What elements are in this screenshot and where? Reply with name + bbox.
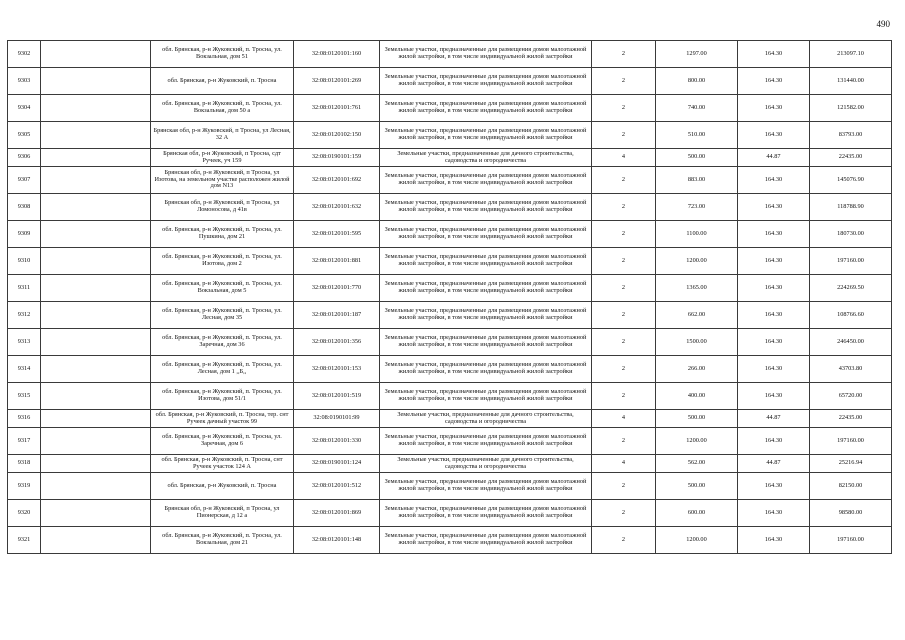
cell-cadastral-value: 22435.00 [810,149,892,167]
cell-land-purpose: Земельные участки, предназначенные для размещения домов малоэтажной жилой застройки, в том числе индивидуальной жилой застройки [380,356,592,383]
cell-land-purpose: Земельные участки, предназначенные для размещения домов малоэтажной жилой застройки, в том числе индивидуальной жилой застройки [380,248,592,275]
cell-rate: 164.30 [738,95,810,122]
cell-area: 500.00 [656,473,738,500]
cell-cadastral-value: 180730.00 [810,221,892,248]
cell-rate: 164.30 [738,122,810,149]
cell-blank [41,149,151,167]
cell-group: 2 [592,95,656,122]
cell-cadastral-number: 32:08:0190101:159 [294,149,380,167]
cell-blank [41,410,151,428]
cell-number: 9309 [8,221,41,248]
cell-cadastral-number: 32:08:0120101:869 [294,500,380,527]
cell-area: 800.00 [656,68,738,95]
cell-group: 2 [592,194,656,221]
cell-address: обл. Брянская, р-н Жуковский, п. Тросна, ул. Заречная, дом 36 [151,329,294,356]
cell-rate: 164.30 [738,500,810,527]
cell-number: 9316 [8,410,41,428]
cell-land-purpose: Земельные участки, предназначенные для размещения домов малоэтажной жилой застройки, в том числе индивидуальной жилой застройки [380,302,592,329]
cell-cadastral-number: 32:08:0120101:512 [294,473,380,500]
cell-cadastral-value: 82150.00 [810,473,892,500]
cell-cadastral-number: 32:08:0120101:187 [294,302,380,329]
cell-group: 2 [592,383,656,410]
cell-address: обл. Брянская, р-н Жуковский, п. Тросна, тер. снт Ручеек дачный участок 99 [151,410,294,428]
cell-area: 1100.00 [656,221,738,248]
cell-number: 9306 [8,149,41,167]
cell-cadastral-number: 32:08:0120101:595 [294,221,380,248]
cell-area: 562.00 [656,455,738,473]
cell-rate: 164.30 [738,41,810,68]
cell-address: Брянская обл, р-н Жуковский, п Тросна, сдт Ручеек, уч 159 [151,149,294,167]
cell-land-purpose: Земельные участки, предназначенные для размещения домов малоэтажной жилой застройки, в том числе индивидуальной жилой застройки [380,167,592,194]
cell-number: 9307 [8,167,41,194]
cell-group: 2 [592,527,656,554]
cell-land-purpose: Земельные участки, предназначенные для размещения домов малоэтажной жилой застройки, в том числе индивидуальной жилой застройки [380,428,592,455]
cell-land-purpose: Земельные участки, предназначенные для дачного строительства, садоводства и огородничества [380,149,592,167]
cell-number: 9317 [8,428,41,455]
cell-number: 9321 [8,527,41,554]
cell-land-purpose: Земельные участки, предназначенные для размещения домов малоэтажной жилой застройки, в том числе индивидуальной жилой застройки [380,383,592,410]
cell-address: обл. Брянская, р-н Жуковский, п. Тросна, ул. Вокзальная, дом 5 [151,275,294,302]
cell-blank [41,329,151,356]
cell-land-purpose: Земельные участки, предназначенные для размещения домов малоэтажной жилой застройки, в том числе индивидуальной жилой застройки [380,329,592,356]
table-body [8,41,892,554]
cell-address: Брянская обл, р-н Жуковский, п Тросна, ул Изотова, на земельном участке расположен жилой дом N13 [151,167,294,194]
cell-blank [41,500,151,527]
cell-group: 4 [592,455,656,473]
cell-cadastral-value: 131440.00 [810,68,892,95]
cell-group: 2 [592,248,656,275]
cell-number: 9315 [8,383,41,410]
cell-blank [41,455,151,473]
cell-rate: 164.30 [738,473,810,500]
cell-address: обл. Брянская, р-н Жуковский, п. Тросна, ул. Заречная, дом 6 [151,428,294,455]
cell-land-purpose: Земельные участки, предназначенные для размещения домов малоэтажной жилой застройки, в том числе индивидуальной жилой застройки [380,41,592,68]
table-row [8,455,892,473]
cell-cadastral-value: 246450.00 [810,329,892,356]
cell-group: 4 [592,410,656,428]
cell-rate: 164.30 [738,167,810,194]
cell-cadastral-number: 32:08:0120101:519 [294,383,380,410]
cell-number: 9310 [8,248,41,275]
cell-area: 1200.00 [656,527,738,554]
cell-cadastral-value: 121582.00 [810,95,892,122]
cell-cadastral-value: 197160.00 [810,248,892,275]
cell-blank [41,95,151,122]
cell-blank [41,275,151,302]
cell-cadastral-value: 224269.50 [810,275,892,302]
cell-area: 500.00 [656,149,738,167]
cell-rate: 44.87 [738,410,810,428]
table-row [8,410,892,428]
cell-address: обл. Брянская, р-н Жуковский, п. Тросна, ул. Вокзальная, дом 51 [151,41,294,68]
cell-rate: 164.30 [738,356,810,383]
cell-address: обл. Брянская, р-н Жуковский, п. Тросна [151,68,294,95]
cell-cadastral-number: 32:08:0120101:269 [294,68,380,95]
cell-group: 2 [592,302,656,329]
cell-land-purpose: Земельные участки, предназначенные для дачного строительства, садоводства и огородничества [380,455,592,473]
cell-rate: 44.87 [738,455,810,473]
table-row [8,527,892,554]
cell-area: 1365.00 [656,275,738,302]
cell-cadastral-number: 32:08:0120101:632 [294,194,380,221]
cell-cadastral-number: 32:08:0120101:160 [294,41,380,68]
table-row [8,383,892,410]
cell-land-purpose: Земельные участки, предназначенные для размещения домов малоэтажной жилой застройки, в том числе индивидуальной жилой застройки [380,122,592,149]
table-row [8,167,892,194]
cell-rate: 164.30 [738,248,810,275]
cell-number: 9312 [8,302,41,329]
cell-group: 2 [592,221,656,248]
table-row [8,194,892,221]
cell-group: 2 [592,356,656,383]
cell-cadastral-number: 32:08:0190101:99 [294,410,380,428]
table-row [8,248,892,275]
cell-rate: 164.30 [738,221,810,248]
cell-rate: 164.30 [738,329,810,356]
cell-area: 740.00 [656,95,738,122]
cell-number: 9308 [8,194,41,221]
table-row [8,149,892,167]
cell-blank [41,383,151,410]
cell-cadastral-value: 98580.00 [810,500,892,527]
cell-cadastral-value: 145076.90 [810,167,892,194]
cell-number: 9304 [8,95,41,122]
cell-group: 2 [592,500,656,527]
cell-address: обл. Брянская, р-н Жуковский, п. Тросна, ул. Изотова, дом 51/1 [151,383,294,410]
cell-number: 9305 [8,122,41,149]
cell-cadastral-value: 197160.00 [810,428,892,455]
cell-group: 2 [592,329,656,356]
cell-group: 2 [592,167,656,194]
cell-land-purpose: Земельные участки, предназначенные для размещения домов малоэтажной жилой застройки, в том числе индивидуальной жилой застройки [380,194,592,221]
cell-cadastral-number: 32:08:0120101:770 [294,275,380,302]
cell-number: 9319 [8,473,41,500]
cell-address: обл. Брянская, р-н Жуковский, п. Тросна, ул. Вокзальная, дом 21 [151,527,294,554]
cell-area: 500.00 [656,410,738,428]
cell-cadastral-value: 83793.00 [810,122,892,149]
table-row [8,473,892,500]
cell-blank [41,221,151,248]
cell-area: 1200.00 [656,428,738,455]
cell-cadastral-value: 65720.00 [810,383,892,410]
cell-cadastral-value: 108766.60 [810,302,892,329]
cell-number: 9320 [8,500,41,527]
cell-cadastral-number: 32:08:0120101:330 [294,428,380,455]
cell-area: 1200.00 [656,248,738,275]
table-row [8,500,892,527]
cell-blank [41,356,151,383]
cell-rate: 164.30 [738,68,810,95]
cell-rate: 164.30 [738,527,810,554]
cell-cadastral-number: 32:08:0120101:356 [294,329,380,356]
table-row [8,95,892,122]
cell-cadastral-number: 32:08:0120101:761 [294,95,380,122]
land-registry-table [7,40,892,554]
cell-cadastral-number: 32:08:0120101:153 [294,356,380,383]
cell-area: 600.00 [656,500,738,527]
table-row [8,356,892,383]
page-number: 490 [876,19,890,29]
cell-land-purpose: Земельные участки, предназначенные для размещения домов малоэтажной жилой застройки, в том числе индивидуальной жилой застройки [380,221,592,248]
cell-group: 2 [592,68,656,95]
cell-number: 9311 [8,275,41,302]
cell-area: 1297.00 [656,41,738,68]
cell-group: 2 [592,41,656,68]
cell-cadastral-value: 197160.00 [810,527,892,554]
cell-group: 2 [592,122,656,149]
cell-address: обл. Брянская, р-н Жуковский, п. Тросна, ул. Лесная, дом 1 ,,Б,, [151,356,294,383]
table-row [8,122,892,149]
cell-blank [41,41,151,68]
cell-cadastral-number: 32:08:0120101:881 [294,248,380,275]
cell-address: обл. Брянская, р-н Жуковский, п. Тросна, ул. Вокзальная, дом 50 а [151,95,294,122]
cell-cadastral-number: 32:08:0190101:124 [294,455,380,473]
table-row [8,302,892,329]
cell-area: 266.00 [656,356,738,383]
cell-rate: 164.30 [738,194,810,221]
cell-cadastral-value: 22435.00 [810,410,892,428]
cell-blank [41,302,151,329]
cell-cadastral-number: 32:08:0120101:692 [294,167,380,194]
cell-number: 9303 [8,68,41,95]
cell-rate: 164.30 [738,428,810,455]
cell-land-purpose: Земельные участки, предназначенные для размещения домов малоэтажной жилой застройки, в том числе индивидуальной жилой застройки [380,95,592,122]
cell-group: 4 [592,149,656,167]
cell-land-purpose: Земельные участки, предназначенные для размещения домов малоэтажной жилой застройки, в том числе индивидуальной жилой застройки [380,68,592,95]
cell-blank [41,428,151,455]
cell-blank [41,248,151,275]
cell-address: обл. Брянская, р-н Жуковский, п. Тросна, ул. Лесная, дом 35 [151,302,294,329]
cell-cadastral-number: 32:08:0120101:148 [294,527,380,554]
cell-blank [41,473,151,500]
cell-number: 9302 [8,41,41,68]
cell-blank [41,167,151,194]
cell-land-purpose: Земельные участки, предназначенные для размещения домов малоэтажной жилой застройки, в том числе индивидуальной жилой застройки [380,275,592,302]
cell-address: обл. Брянская, р-н Жуковский, п. Тросна, ул. Пушкина, дом 21 [151,221,294,248]
table-row [8,221,892,248]
cell-blank [41,68,151,95]
cell-area: 723.00 [656,194,738,221]
cell-group: 2 [592,428,656,455]
cell-address: обл. Брянская, р-н Жуковский, п. Тросна, ул. Изотова, дом 2 [151,248,294,275]
cell-blank [41,527,151,554]
cell-land-purpose: Земельные участки, предназначенные для размещения домов малоэтажной жилой застройки, в том числе индивидуальной жилой застройки [380,473,592,500]
cell-address: обл. Брянская, р-н Жуковский, п. Тросна, снт Ручеек участок 124 А [151,455,294,473]
cell-number: 9318 [8,455,41,473]
cell-cadastral-number: 32:08:0120102:150 [294,122,380,149]
cell-number: 9313 [8,329,41,356]
cell-rate: 164.30 [738,275,810,302]
cell-address: обл. Брянская, р-н Жуковский, п. Тросна [151,473,294,500]
cell-cadastral-value: 43703.80 [810,356,892,383]
cell-rate: 164.30 [738,383,810,410]
table-row [8,275,892,302]
cell-group: 2 [592,275,656,302]
cell-cadastral-value: 213097.10 [810,41,892,68]
cell-cadastral-value: 118788.90 [810,194,892,221]
table-row [8,428,892,455]
cell-area: 400.00 [656,383,738,410]
cell-land-purpose: Земельные участки, предназначенные для дачного строительства, садоводства и огородничества [380,410,592,428]
cell-number: 9314 [8,356,41,383]
cell-group: 2 [592,473,656,500]
cell-blank [41,194,151,221]
cell-blank [41,122,151,149]
cell-area: 883.00 [656,167,738,194]
cell-area: 510.00 [656,122,738,149]
table-row [8,41,892,68]
cell-address: Брянская обл, р-н Жуковский, п Тросна, ул Пионерская, д 12 а [151,500,294,527]
table-row [8,68,892,95]
cell-rate: 164.30 [738,302,810,329]
cell-address: Брянская обл, р-н Жуковский, п Тросна, ул Лесная, 32 А [151,122,294,149]
cell-rate: 44.87 [738,149,810,167]
cell-area: 662.00 [656,302,738,329]
cell-land-purpose: Земельные участки, предназначенные для размещения домов малоэтажной жилой застройки, в том числе индивидуальной жилой застройки [380,527,592,554]
cell-land-purpose: Земельные участки, предназначенные для размещения домов малоэтажной жилой застройки, в том числе индивидуальной жилой застройки [380,500,592,527]
table-row [8,329,892,356]
cell-area: 1500.00 [656,329,738,356]
cell-cadastral-value: 25216.94 [810,455,892,473]
cell-address: Брянская обл, р-н Жуковский, п Тросна, ул Ломоносова, д 41в [151,194,294,221]
